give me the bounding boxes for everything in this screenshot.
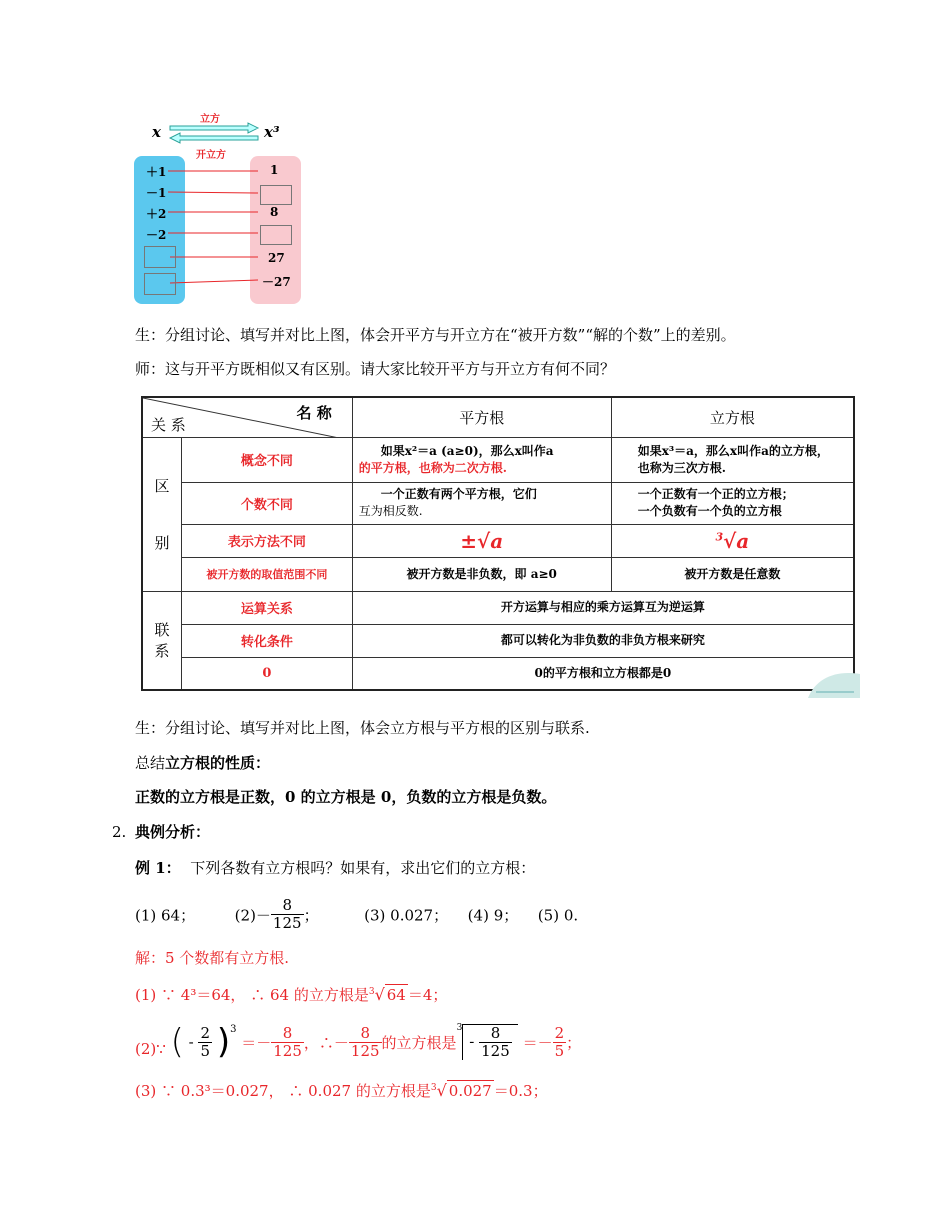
section-2-number: 2. bbox=[112, 823, 127, 841]
example-items bbox=[135, 896, 579, 934]
solution-3: (3) ∵ 0.3³＝0.027， ∴ 0.027 的立方根是$^3$√ 0.027 ＝0.3； bbox=[135, 1081, 548, 1100]
f1-denominator: 125 bbox=[273, 1041, 302, 1060]
example-item-1: (1) 64； bbox=[135, 906, 196, 925]
concept-square-root bbox=[352, 437, 611, 482]
left-item-4: －2 bbox=[146, 228, 167, 242]
count-cu-line2: 一个负数有一个负的立方根 bbox=[637, 504, 782, 518]
paragraph-2: 师：这与开平方既相似又有区别。请大家比较开平方与开立方有何不同？ bbox=[135, 360, 616, 378]
solution-2-end: ； bbox=[566, 1034, 582, 1052]
solution-1-result: ＝4； bbox=[407, 986, 448, 1004]
group-difference-char-1: 区 bbox=[154, 477, 170, 495]
row-label-range: 被开方数的取值范围不同 bbox=[182, 557, 353, 591]
paren-denominator: 5 bbox=[200, 1041, 211, 1060]
arrow-top-label: 立方 bbox=[200, 114, 220, 125]
solution-intro: 解：5 个数都有立方根. bbox=[135, 949, 290, 967]
example-1-line bbox=[135, 858, 535, 878]
left-blank-box-2[interactable] bbox=[144, 273, 176, 295]
x-cubed-label: x³ bbox=[264, 123, 280, 141]
example-item-4: (4) 9； bbox=[467, 906, 519, 925]
solution-2-therefore: ，∴－ bbox=[303, 1034, 349, 1052]
count-cu-line1: 一个正数有一个正的立方根； bbox=[637, 487, 794, 501]
property-statement: 正数的立方根是正数，0 的立方根是 0，负数的立方根是负数。 bbox=[135, 788, 557, 806]
solution-3-root-index: 3 bbox=[430, 1083, 437, 1093]
notation-cube-radical: √a bbox=[723, 528, 750, 553]
right-blank-box-2[interactable] bbox=[260, 225, 292, 245]
group-difference-char-2: 别 bbox=[154, 534, 170, 552]
fraction-denominator: 125 bbox=[272, 914, 302, 932]
solution-1: (1) ∵ 4³＝64， ∴ 64 的立方根是$^3$√ 64 ＝4； bbox=[135, 985, 448, 1004]
group-connection-char-2: 系 bbox=[154, 642, 170, 661]
example-item-2-fraction bbox=[271, 897, 304, 932]
concept-cu-line2: 也称为三次方根. bbox=[637, 460, 726, 475]
row-label-zero: 0 bbox=[182, 657, 353, 690]
concept-cu-line1: 如果x³＝a，那么x叫作a的立方根， bbox=[637, 443, 829, 458]
summary-heading: 立方根的性质： bbox=[165, 754, 271, 772]
solution-2-equals: ＝－ bbox=[241, 1034, 272, 1052]
section-2-title: 典例分析： bbox=[135, 823, 211, 841]
example-item-2-suffix: ； bbox=[303, 906, 319, 925]
solution-2-prefix: (2)∵ bbox=[135, 1040, 166, 1058]
fraction-numerator: 8 bbox=[282, 896, 293, 914]
f3-denominator: 125 bbox=[481, 1042, 510, 1060]
left-item-2: －1 bbox=[146, 186, 167, 200]
row-label-concept: 概念不同 bbox=[182, 437, 353, 482]
solution-2-text: 的立方根是 bbox=[381, 1034, 457, 1052]
bidirectional-arrow-icon bbox=[168, 122, 260, 144]
paragraph-3: 生：分组讨论、填写并对比上图，体会立方根与平方根的区别与联系. bbox=[135, 719, 590, 737]
example-1-label: 例 1： bbox=[135, 859, 181, 877]
left-item-3: ＋2 bbox=[146, 207, 167, 221]
count-sq-line2: 互为相反数. bbox=[358, 504, 423, 518]
table-corner-cell bbox=[142, 397, 352, 437]
solution-2-paren-fraction bbox=[198, 1025, 212, 1060]
corner-bottom-label: 关 系 bbox=[151, 415, 186, 434]
solution-3-radicand: 0.027 bbox=[448, 1082, 492, 1100]
count-cube-root bbox=[611, 482, 854, 524]
f2-numerator: 8 bbox=[360, 1023, 370, 1042]
summary-prefix: 总结 bbox=[135, 754, 166, 772]
zero-value: 0的平方根和立方根都是0 bbox=[352, 657, 854, 690]
solution-2-equals-2: ＝－ bbox=[522, 1034, 553, 1052]
range-square-root: 被开方数是非负数，即 a≥0 bbox=[352, 557, 611, 591]
solution-3-text: (3) ∵ 0.3³＝0.027， ∴ 0.027 的立方根是 bbox=[135, 1082, 431, 1100]
left-item-1: ＋1 bbox=[146, 165, 167, 179]
f3-numerator: 8 bbox=[490, 1024, 501, 1042]
count-square-root bbox=[352, 482, 611, 524]
condition-value: 都可以转化为非负数的非负方根来研究 bbox=[352, 624, 854, 657]
solution-1-root-index: 3 bbox=[368, 987, 375, 997]
row-label-notation: 表示方法不同 bbox=[182, 524, 353, 557]
f4-numerator: 2 bbox=[554, 1023, 565, 1042]
solution-2-fraction-3 bbox=[479, 1025, 512, 1060]
right-blank-box-1[interactable] bbox=[260, 185, 292, 205]
notation-cube-root bbox=[611, 524, 854, 557]
notation-cube-index: 3 bbox=[715, 529, 724, 543]
paren-numerator: 2 bbox=[200, 1023, 211, 1042]
solution-3-result: ＝0.3； bbox=[493, 1082, 548, 1100]
solution-2-root-index: 3 bbox=[456, 1023, 463, 1033]
row-label-operation: 运算关系 bbox=[182, 591, 353, 624]
solution-1-radicand: 64 bbox=[386, 986, 406, 1004]
solution-2-fraction-2 bbox=[349, 1025, 382, 1060]
right-item-6: －27 bbox=[262, 275, 291, 289]
f1-numerator: 8 bbox=[282, 1023, 293, 1042]
paragraph-1: 生：分组讨论、填写并对比上图，体会开平方与开立方在“被开方数”“解的个数”上的差别。 bbox=[135, 326, 736, 344]
right-item-5: 27 bbox=[268, 251, 285, 265]
range-cube-root: 被开方数是任意数 bbox=[611, 557, 854, 591]
count-sq-line1: 一个正数有两个平方根，它们 bbox=[380, 487, 537, 501]
header-square-root: 平方根 bbox=[352, 397, 611, 437]
row-label-condition: 转化条件 bbox=[182, 624, 353, 657]
solution-1-text: (1) ∵ 4³＝64， ∴ 64 的立方根是 bbox=[135, 986, 369, 1004]
solution-2: (2)∵ ( - $\frac{2}{5}$ )$^3$ ＝－ $\frac{8}{125}$ ，∴－ $\frac{8}{125}$ 的立方根是$^3$- $\frac{8}{125}$ ＝－ $\frac{2}{5}$ ； bbox=[135, 1022, 582, 1062]
solution-2-radical: - $\frac{8}{125}$ bbox=[462, 1024, 517, 1060]
concept-sq-line1: 如果x²＝a (a≥0)，那么x叫作a bbox=[380, 443, 554, 458]
group-connection-char-1: 联 bbox=[154, 621, 170, 640]
example-item-5: (5) 0. bbox=[537, 906, 579, 925]
x-label: x bbox=[152, 123, 161, 141]
group-difference bbox=[142, 437, 182, 591]
right-item-3: 8 bbox=[270, 205, 279, 219]
notation-square-root: ±√a bbox=[352, 524, 611, 557]
example-item-2-prefix: (2)－ bbox=[234, 906, 271, 925]
f4-denominator: 5 bbox=[554, 1041, 565, 1060]
concept-sq-line2: 的平方根，也称为二次方根. bbox=[358, 460, 507, 475]
header-cube-root: 立方根 bbox=[611, 397, 854, 437]
row-label-count: 个数不同 bbox=[182, 482, 353, 524]
solution-2-fraction-1 bbox=[271, 1025, 304, 1060]
group-connection bbox=[142, 591, 182, 690]
concept-cube-root bbox=[611, 437, 854, 482]
left-blank-box-1[interactable] bbox=[144, 246, 176, 268]
operation-value: 开方运算与相应的乘方运算互为逆运算 bbox=[352, 591, 854, 624]
right-item-1: 1 bbox=[270, 163, 279, 177]
example-item-3: (3) 0.027； bbox=[364, 906, 449, 925]
f2-denominator: 125 bbox=[350, 1041, 380, 1060]
corner-top-label: 名 称 bbox=[296, 404, 332, 422]
summary-line bbox=[135, 753, 270, 773]
arrow-bottom-label: 开立方 bbox=[196, 150, 226, 161]
comparison-table bbox=[141, 396, 855, 691]
example-1-text: 下列各数有立方根吗？如果有，求出它们的立方根： bbox=[190, 859, 536, 877]
decorative-wave-icon bbox=[806, 668, 862, 700]
solution-2-fraction-4 bbox=[553, 1025, 567, 1060]
